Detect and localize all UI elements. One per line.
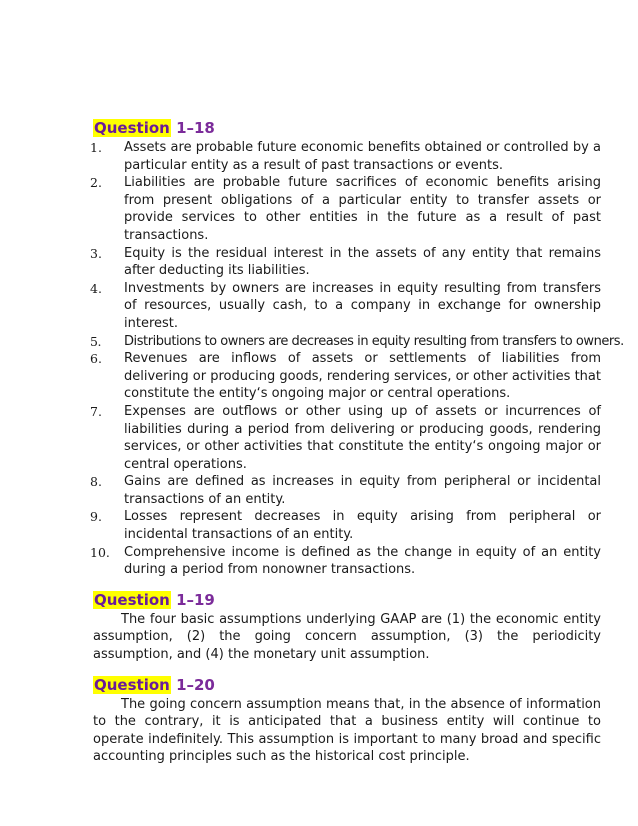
list-number: 7. — [90, 403, 102, 419]
answer-paragraph: The going concern assumption means that, in the absence of information to the contrary, it is anticipated that a business entity will continue to operate indefinitely. This assumption is important to many broad and specific accounting principles such as the historical cost principle. — [93, 696, 601, 765]
definitions-list — [90, 139, 624, 579]
list-text: Comprehensive income is defined as the change in equity of an entity during a period from nonowner transactions. — [124, 544, 601, 578]
list-text: Liabilities are probable future sacrifices of economic benefits arising from present obligations of a particular entity to transfer assets or provide services to other entities in the future as a result of past transactions. — [124, 175, 601, 243]
list-text: Expenses are outflows or other using up of assets or incurrences of liabilities during a period from delivering or producing goods, rendering services, or other activities that constitute the entity‘s ongoing major or central operations. — [124, 403, 601, 472]
list-text: Assets are probable future economic benefits obtained or controlled by a particular entity as a result of past transactions or events. — [124, 140, 601, 173]
question-1-19-section — [93, 590, 601, 664]
list-item — [90, 403, 601, 473]
question-label: Question — [94, 675, 170, 694]
question-1-19-heading — [93, 590, 601, 610]
list-item — [90, 280, 601, 333]
list-number: 6. — [90, 351, 102, 367]
list-item — [90, 139, 601, 174]
question-1-18-heading — [93, 118, 601, 138]
list-number: 3. — [90, 245, 102, 261]
list-text: Revenues are inflows of assets or settlements of liabilities from delivering or producing goods, rendering services, or other activities that constitute the entity‘s ongoing major or central operations. — [124, 351, 601, 402]
question-number: 1–19 — [176, 590, 215, 609]
list-item — [90, 508, 601, 543]
list-text: Losses represent decreases in equity arising from peripheral or incidental transactions of an entity. — [124, 509, 601, 543]
question-label: Question — [94, 590, 170, 609]
list-item — [90, 473, 601, 508]
list-number: 9. — [90, 509, 102, 525]
list-number: 10. — [90, 544, 110, 560]
question-label: Question — [94, 119, 170, 137]
list-item — [90, 245, 601, 280]
list-number: 1. — [90, 140, 102, 155]
list-item — [90, 174, 601, 244]
list-text: Distributions to owners are decreases in equity resulting from transfers to owners. — [124, 333, 624, 349]
list-item — [90, 350, 601, 403]
list-text: Equity is the residual interest in the assets of any entity that remains after deducting its liabilities. — [124, 245, 601, 279]
list-number: 5. — [90, 333, 102, 349]
question-1-20-heading — [93, 675, 601, 695]
question-number: 1–20 — [176, 675, 215, 694]
question-1-20-section — [93, 675, 601, 766]
list-number: 2. — [90, 175, 102, 191]
list-number: 8. — [90, 474, 102, 490]
list-text: Investments by owners are increases in equity resulting from transfers of resources, usually cash, to a company in exchange for ownership interest. — [124, 280, 601, 331]
list-item — [90, 333, 624, 351]
list-text: Gains are defined as increases in equity from peripheral or incidental transactions of an entity. — [124, 474, 601, 507]
list-number: 4. — [90, 280, 102, 296]
question-number: 1–18 — [176, 119, 215, 137]
document-page — [90, 118, 624, 766]
list-item — [90, 544, 601, 579]
answer-paragraph: The four basic assumptions underlying GAAP are (1) the economic entity assumption, (2) the going concern assumption, (3) the periodicity assumption, and (4) the monetary unit assumption. — [93, 611, 601, 663]
